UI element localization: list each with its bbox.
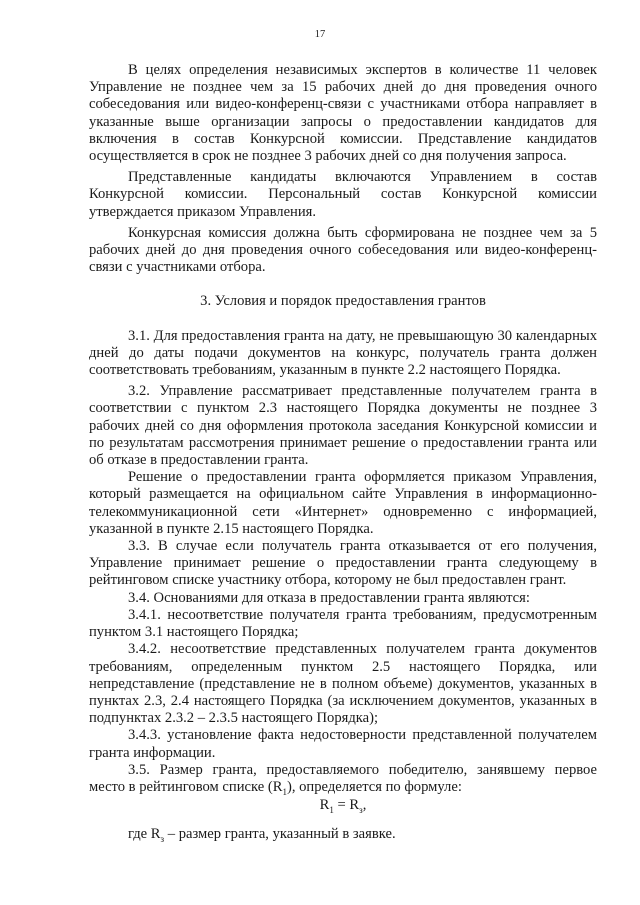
formula-left-subscript: 1: [329, 805, 334, 816]
explanation-prefix: где R: [128, 826, 161, 843]
paragraph-candidates-included: Представленные кандидаты включаются Управлением в состав Конкурсной комиссии. Персональный состав Конкурсной комиссии утверждается приказом Управления.: [89, 169, 597, 220]
paragraph-experts-request: В целях определения независимых экспертов в количестве 11 человек Управление не позднее чем за 15 рабочих дней до дня проведения очного собеседования или видео-конференц-связи с участниками отбора направляет в указанные выше организации запросы о предоставлении кандидатов для включения в состав Конкурсной комиссии. Представление кандидатов осуществляется в срок не позднее 3 рабочих дней со дня получения запроса.: [89, 62, 597, 165]
grant-formula: [89, 797, 597, 814]
paragraph-3-3: 3.3. В случае если получатель гранта отказывается от его получения, Управление принимает решение о предоставлении гранта следующему в рейтинговом списке участнику отбора, которому не был предоставлен грант.: [89, 538, 597, 589]
paragraph-3-4-1: 3.4.1. несоответствие получателя гранта требованиям, предусмотренным пунктом 3.1 настоящего Порядка;: [89, 606, 597, 641]
formula-suffix: ,: [362, 797, 367, 814]
paragraph-3-4: 3.4. Основаниями для отказа в предоставлении гранта являются:: [128, 589, 530, 606]
formula-left: R: [319, 797, 330, 814]
formula-explanation: [89, 826, 597, 843]
paragraph-3-5-text: 3.5. Размер гранта, предоставляемого победителю, занявшему первое место в рейтинговом списке (R: [89, 761, 597, 795]
formula-right: R: [349, 797, 360, 814]
paragraph-decision-order: Решение о предоставлении гранта оформляется приказом Управления, который размещается на официальном сайте Управления в информационно-телекоммуникационной сети «Интернет» одновременно с информацией, указанной в пункте 2.15 настоящего Порядка.: [89, 469, 597, 537]
formula-right-subscript: з: [359, 805, 363, 816]
section-heading: 3. Условия и порядок предоставления грантов: [200, 293, 486, 310]
paragraph-3-5-close: ): [286, 778, 292, 795]
paragraph-3-5-subscript: 1: [282, 786, 287, 797]
paragraph-commission-formed: Конкурсная комиссия должна быть сформирована не позднее чем за 5 рабочих дней до дня проведения очного собеседования или видео-конференц-связи с участниками отбора.: [89, 224, 597, 276]
explanation-text: – размер гранта, указанный в заявке.: [164, 826, 396, 843]
page-number: 17: [314, 29, 326, 40]
paragraph-3-2: 3.2. Управление рассматривает представленные получателем гранта в соответствии с пунктом 2.3 настоящего Порядка документы не позднее 3 рабочих дней со дня оформления протокола заседания Конкурсной комиссии и по результатам рассмотрения принимает решение о предоставлении гранта или об отказе в предоставлении гранта.: [89, 383, 597, 469]
formula-equals: =: [333, 797, 350, 814]
paragraph-3-5-tail: , определяется по формуле:: [291, 778, 462, 795]
explanation-subscript: з: [160, 834, 165, 845]
document-body: [89, 62, 597, 844]
paragraph-3-4-3: 3.4.3. установление факта недостоверности представленной получателем гранта информации.: [89, 727, 597, 761]
paragraph-3-5: [89, 762, 597, 796]
paragraph-3-1: 3.1. Для предоставления гранта на дату, не превышающую 30 календарных дней до даты подачи документов на конкурс, получатель гранта должен соответствовать требованиям, указанным в пункте 2.2 настоящего Порядка.: [89, 327, 597, 379]
paragraph-3-4-2: 3.4.2. несоответствие представленных получателем гранта документов требованиям, определенным пунктом 2.5 настоящего Порядка, или непредставление (представление не в полном объеме) документов, указанных в пунктах 2.3, 2.4 настоящего Порядка (за исключением документов, указанных в подпунктах 2.3.2 – 2.3.5 настоящего Порядка);: [89, 641, 597, 727]
